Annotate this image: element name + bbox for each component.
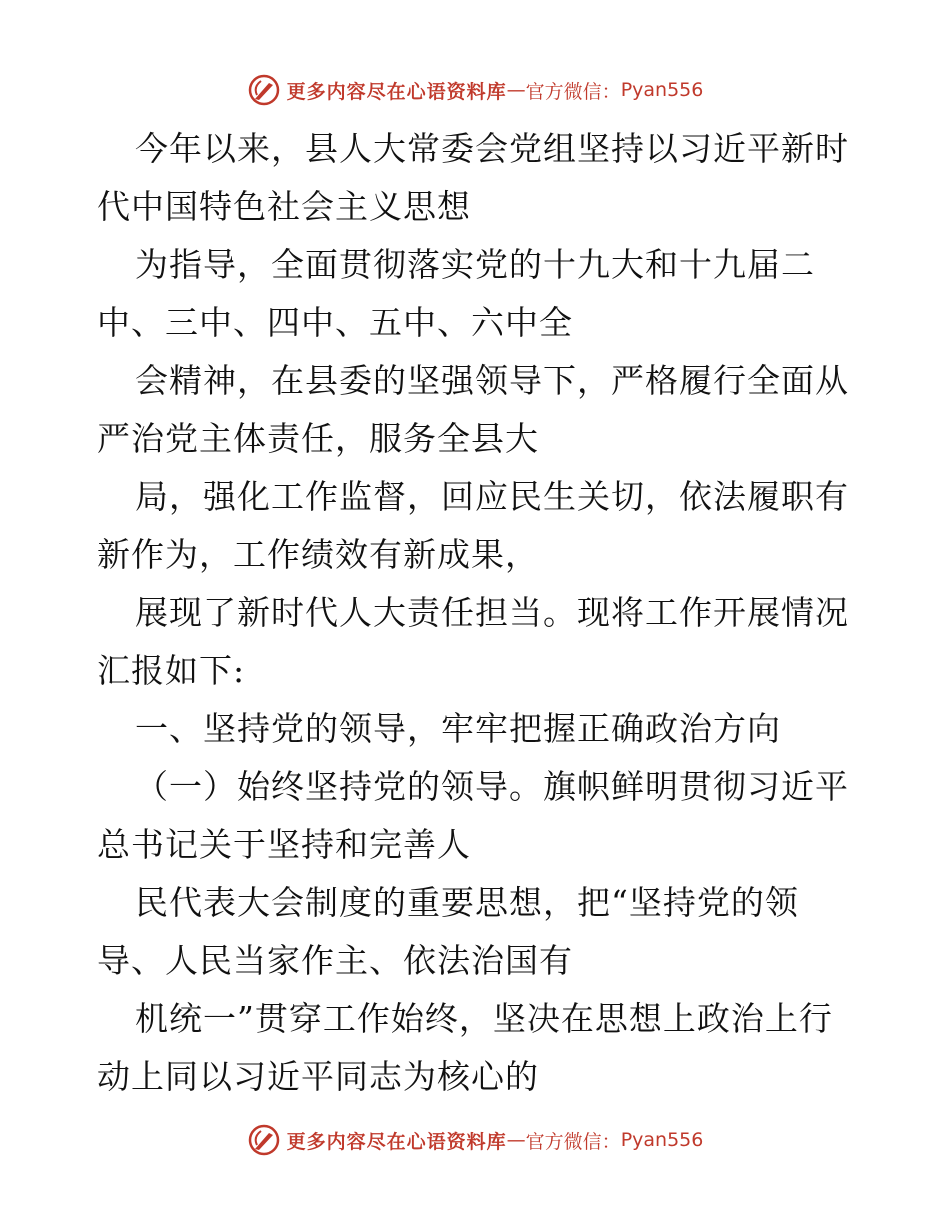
paragraph-line: 会精神，在县委的坚强领导下，严格履行全面从 [135, 361, 849, 400]
paragraph-line: 代中国特色社会主义思想 [97, 187, 471, 226]
quill-logo-icon [247, 1123, 281, 1157]
paragraph-line: 为指导，全面贯彻落实党的十九大和十九届二 [135, 245, 815, 284]
watermark-banner-bottom [0, 1122, 950, 1158]
paragraph-line: 中、三中、四中、五中、六中全 [97, 303, 573, 342]
watermark-official-label: 官方微信： [525, 1130, 621, 1153]
paragraph-line: 展现了新时代人大责任担当。现将工作开展情况 [135, 593, 849, 632]
quill-logo-icon [247, 73, 281, 107]
watermark-wechat-id: Pyan556 [620, 1129, 704, 1151]
paragraph-line: 新作为，工作绩效有新成果， [97, 535, 539, 574]
paragraph-line: 机统一”贯穿工作始终，坚决在思想上政治上行 [135, 999, 833, 1038]
watermark-main-text: 更多内容尽在心语资料库 [286, 1130, 507, 1153]
watermark-wechat-id: Pyan556 [620, 79, 704, 101]
section-heading [97, 700, 877, 758]
document-body [97, 120, 877, 1106]
paragraph-line: 严治党主体责任，服务全县大 [97, 419, 539, 458]
watermark-official-label: 官方微信： [525, 80, 621, 103]
paragraph [97, 758, 877, 874]
paragraph-line: 民代表大会制度的重要思想，把“坚持党的领 [135, 883, 799, 922]
paragraph [97, 352, 877, 468]
paragraph-line: 导、人民当家作主、依法治国有 [97, 941, 573, 980]
paragraph [97, 990, 877, 1106]
watermark-main-text: 更多内容尽在心语资料库 [286, 80, 507, 103]
paragraph [97, 120, 877, 236]
watermark-separator: — [506, 1129, 526, 1151]
paragraph-line: 总书记关于坚持和完善人 [97, 825, 471, 864]
paragraph [97, 236, 877, 352]
watermark-banner-top [0, 72, 950, 108]
paragraph-line: 局，强化工作监督，回应民生关切，依法履职有 [135, 477, 849, 516]
paragraph [97, 468, 877, 584]
paragraph [97, 874, 877, 990]
paragraph-line: 汇报如下: [97, 651, 246, 690]
paragraph-line: 今年以来，县人大常委会党组坚持以习近平新时 [135, 129, 849, 168]
paragraph-line: （一）始终坚持党的领导。旗帜鲜明贯彻习近平 [135, 767, 849, 806]
heading-line: 一、坚持党的领导，牢牢把握正确政治方向 [135, 709, 781, 748]
paragraph [97, 584, 877, 700]
watermark-separator: — [506, 79, 526, 101]
paragraph-line: 动上同以习近平同志为核心的 [97, 1057, 539, 1096]
